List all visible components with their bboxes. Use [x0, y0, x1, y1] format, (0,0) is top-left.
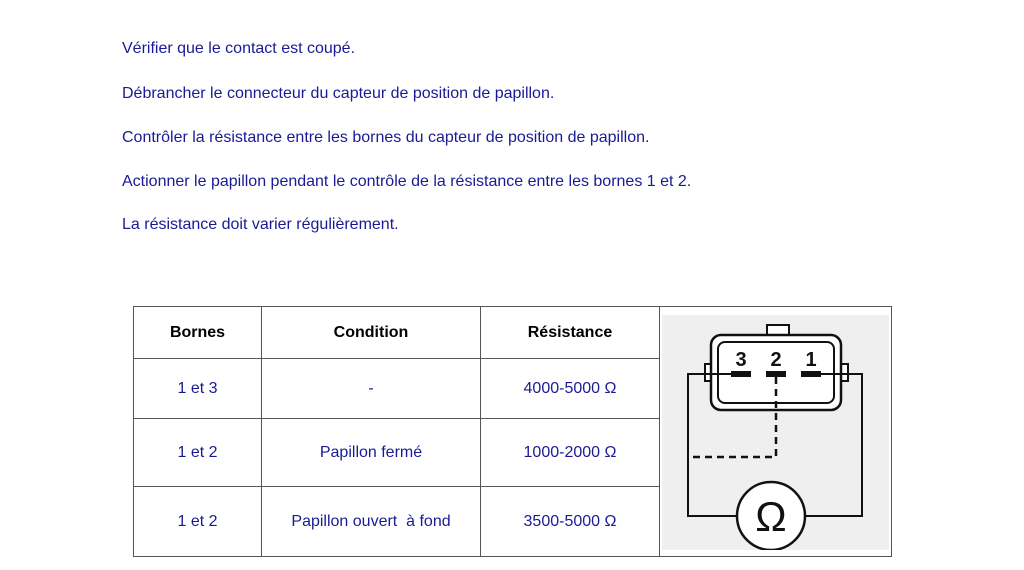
- connector-wiring-diagram: [662, 315, 889, 550]
- pin-terminal-2: [766, 371, 786, 377]
- pin-label-3: 3: [735, 349, 747, 371]
- cell-bornes: 1 et 3: [134, 359, 262, 419]
- diagram-cell: [660, 307, 892, 557]
- cell-bornes: 1 et 2: [134, 419, 262, 487]
- ohm-icon: Ω: [755, 493, 787, 540]
- pin-label-2: 2: [770, 349, 782, 371]
- instruction-3: Contrôler la résistance entre les bornes du capteur de position de papillon.: [122, 129, 650, 146]
- cell-resistance: 4000-5000 Ω: [481, 359, 660, 419]
- pin-terminal-3: [731, 371, 751, 377]
- header-resistance: Résistance: [481, 307, 660, 359]
- header-bornes: Bornes: [134, 307, 262, 359]
- pin-label-1: 1: [805, 349, 817, 371]
- instruction-2: Débrancher le connecteur du capteur de position de papillon.: [122, 85, 555, 102]
- header-condition: Condition: [262, 307, 481, 359]
- instruction-4: Actionner le papillon pendant le contrôle de la résistance entre les bornes 1 et 2.: [122, 173, 692, 190]
- sensor-diagram: [662, 315, 889, 550]
- cell-resistance: 3500-5000 Ω: [481, 487, 660, 557]
- table-header-row: [134, 307, 892, 359]
- pin-terminal-1: [801, 371, 821, 377]
- cell-resistance: 1000-2000 Ω: [481, 419, 660, 487]
- instruction-1: Vérifier que le contact est coupé.: [122, 40, 356, 57]
- cell-bornes: 1 et 2: [134, 487, 262, 557]
- instruction-5: La résistance doit varier régulièrement.: [122, 216, 399, 233]
- cell-condition: Papillon fermé: [262, 419, 481, 487]
- cell-condition: -: [262, 359, 481, 419]
- cell-condition: Papillon ouvert à fond: [262, 487, 481, 557]
- resistance-table: [133, 306, 892, 557]
